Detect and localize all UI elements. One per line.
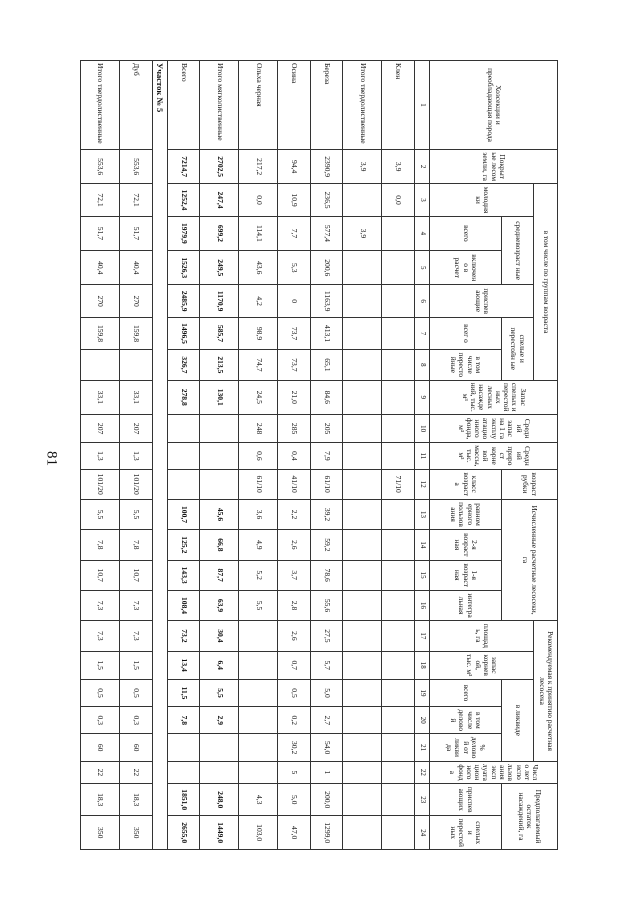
table-cell: 0,7 <box>278 651 311 679</box>
table-cell: 7214,7 <box>167 149 200 183</box>
table-cell: 0,3 <box>120 707 153 734</box>
header-uniform: равномерного пользования <box>430 499 502 529</box>
header-root-stock: запас корневой, тыс. м³ <box>430 651 534 679</box>
header-remaining: Предполагаемый остаток насаждений, га <box>501 784 557 850</box>
table-cell: 73,2 <box>167 621 200 651</box>
header-mature-stock: Запас спелых и перестойных лесных насаждений, тыс. м³ <box>430 380 558 414</box>
table-cell: 1,3 <box>120 443 153 469</box>
row-species-name: Клен <box>382 61 415 150</box>
table-cell: 5,5 <box>120 499 153 529</box>
table-cell: 2,9 <box>200 707 239 734</box>
table-cell: 1496,5 <box>167 317 200 349</box>
header-premature: приспевающие <box>430 285 534 317</box>
header-young: молодняки <box>430 184 534 216</box>
table-cell: 249,5 <box>200 251 239 285</box>
table-cell <box>200 761 239 783</box>
table-cell: 72,1 <box>120 184 153 216</box>
table-cell <box>382 317 415 349</box>
table-cell: 7,9 <box>310 443 343 469</box>
table-cell: 60 <box>81 734 120 761</box>
table-cell <box>343 350 382 380</box>
table-cell: 39,2 <box>310 499 343 529</box>
column-number: 5 <box>414 251 429 285</box>
table-cell <box>343 651 382 679</box>
table-cell: 108,4 <box>167 590 200 620</box>
table-cell: 270 <box>81 285 120 317</box>
column-number: 15 <box>414 560 429 590</box>
table-cell: 205 <box>310 414 343 442</box>
table-cell <box>382 651 415 679</box>
table-cell <box>239 679 278 706</box>
table-cell: 3,9 <box>343 149 382 183</box>
table-cell <box>81 350 120 380</box>
table-cell: 43,6 <box>239 251 278 285</box>
header-liquid-total: всего <box>430 679 502 706</box>
table-cell <box>167 734 200 761</box>
table-row <box>120 61 153 850</box>
table-cell: 1 <box>310 761 343 783</box>
table-cell: 0,0 <box>382 184 415 216</box>
table-cell: 61/10 <box>310 469 343 499</box>
table-cell: 7,8 <box>81 530 120 560</box>
column-number: 7 <box>414 317 429 349</box>
table-cell: 7,8 <box>167 707 200 734</box>
table-cell: 2,6 <box>278 621 311 651</box>
table-cell <box>167 469 200 499</box>
table-cell <box>343 499 382 529</box>
table-row <box>200 61 239 850</box>
table-cell: 63,9 <box>200 590 239 620</box>
table-row <box>278 61 311 850</box>
table-cell: 0,5 <box>81 679 120 706</box>
table-cell: 699,2 <box>200 216 239 250</box>
table-cell: 217,2 <box>239 149 278 183</box>
forest-table <box>80 60 558 850</box>
table-cell: 33,1 <box>120 380 153 414</box>
table-cell: 200,0 <box>310 784 343 816</box>
table-cell: 7,3 <box>81 621 120 651</box>
table-cell: 5,5 <box>239 590 278 620</box>
table-cell: 7,7 <box>278 216 311 250</box>
table-cell: 2,7 <box>310 707 343 734</box>
column-number: 13 <box>414 499 429 529</box>
table-cell: 5,5 <box>200 679 239 706</box>
header-mature-total: всег о <box>430 317 502 349</box>
table-cell: 3,9 <box>343 216 382 250</box>
table-row <box>382 61 415 850</box>
table-cell: 51,7 <box>81 216 120 250</box>
table-cell: 0,2 <box>278 707 311 734</box>
row-species-name: Итого твердолиственные <box>343 61 382 150</box>
table-cell: 1979,9 <box>167 216 200 250</box>
table-cell: 78,6 <box>310 560 343 590</box>
table-cell <box>343 414 382 442</box>
table-cell: 7,8 <box>120 530 153 560</box>
table-cell: 0,4 <box>278 443 311 469</box>
table-cell: 350 <box>81 816 120 850</box>
table-cell: 1449,0 <box>200 816 239 850</box>
table-cell <box>343 285 382 317</box>
table-cell: 4,3 <box>239 784 278 816</box>
table-cell <box>343 317 382 349</box>
table-cell: 10,7 <box>81 560 120 590</box>
table-cell: 0,5 <box>278 679 311 706</box>
table-cell <box>382 499 415 529</box>
column-number: 17 <box>414 621 429 651</box>
table-cell <box>382 816 415 850</box>
table-row <box>81 61 120 850</box>
table-cell <box>120 350 153 380</box>
header-remain-premature: приспевающих <box>430 784 502 816</box>
header-mid-total: всего <box>430 216 502 250</box>
header-age-groups: в том числе по группам возраста <box>534 184 558 380</box>
table-cell: 585,7 <box>200 317 239 349</box>
column-number: 12 <box>414 469 429 499</box>
table-cell: 577,4 <box>310 216 343 250</box>
column-number: 11 <box>414 443 429 469</box>
table-row <box>167 61 200 850</box>
column-number: 18 <box>414 651 429 679</box>
header-mid-included: включено в расчет <box>430 251 502 285</box>
table-cell: 2,2 <box>278 499 311 529</box>
table-cell <box>343 251 382 285</box>
section-label: Участок № 5 <box>152 61 167 850</box>
table-cell <box>200 469 239 499</box>
table-cell: 2,8 <box>278 590 311 620</box>
table-cell: 60 <box>120 734 153 761</box>
table-cell: 0,5 <box>120 679 153 706</box>
header-calculated-cuts: Исчисленные расчетные лесосеки, га <box>501 499 557 620</box>
table-cell <box>343 707 382 734</box>
table-cell: 0,6 <box>239 443 278 469</box>
column-number: 6 <box>414 285 429 317</box>
table-cell <box>382 251 415 285</box>
table-cell: 59,2 <box>310 530 343 560</box>
table-cell <box>239 707 278 734</box>
table-cell: 159,8 <box>120 317 153 349</box>
table-cell: 74,7 <box>239 350 278 380</box>
table-cell <box>382 707 415 734</box>
header-integral: интегральная <box>430 590 502 620</box>
table-cell <box>343 560 382 590</box>
table-cell: 18,3 <box>81 784 120 816</box>
header-liquid-business: в том числе деловой <box>430 707 502 734</box>
table-cell: 24,5 <box>239 380 278 414</box>
column-number: 2 <box>414 149 429 183</box>
column-number: 3 <box>414 184 429 216</box>
column-number: 1 <box>414 61 429 150</box>
table-cell: 7,3 <box>120 621 153 651</box>
table-cell <box>239 734 278 761</box>
table-cell <box>382 530 415 560</box>
table-cell: 0,3 <box>81 707 120 734</box>
table-cell: 6,4 <box>200 651 239 679</box>
table-cell: 61/10 <box>239 469 278 499</box>
table-cell: 45,6 <box>200 499 239 529</box>
table-cell <box>167 443 200 469</box>
table-cell <box>343 530 382 560</box>
table-cell <box>200 734 239 761</box>
column-number: 24 <box>414 816 429 850</box>
table-cell <box>382 216 415 250</box>
table-cell: 94,4 <box>278 149 311 183</box>
table-cell: 236,5 <box>310 184 343 216</box>
row-species-name: Дуб <box>120 61 153 150</box>
header-cutting-age: возраст рубки <box>501 469 557 499</box>
table-cell: 7,3 <box>120 590 153 620</box>
table-cell: 41/10 <box>278 469 311 499</box>
table-cell: 326,7 <box>167 350 200 380</box>
section-row <box>152 61 167 850</box>
table-cell: 1,5 <box>120 651 153 679</box>
column-number: 16 <box>414 590 429 620</box>
table-cell: 2485,9 <box>167 285 200 317</box>
table-cell <box>382 443 415 469</box>
column-number: 14 <box>414 530 429 560</box>
table-cell <box>343 590 382 620</box>
table-cell <box>343 679 382 706</box>
table-cell: 30,2 <box>278 734 311 761</box>
table-cell: 73,7 <box>278 350 311 380</box>
header-middle-aged: средневозраст ные <box>501 216 534 285</box>
table-cell: 40,4 <box>81 251 120 285</box>
table-cell <box>343 816 382 850</box>
table-cell: 248,0 <box>200 784 239 816</box>
table-cell <box>382 679 415 706</box>
table-cell <box>343 761 382 783</box>
table-cell: 159,8 <box>81 317 120 349</box>
header-liquid: в ликвиде <box>501 679 534 761</box>
table-cell: 4,2 <box>239 285 278 317</box>
table-cell <box>167 414 200 442</box>
table-cell: 72,1 <box>81 184 120 216</box>
table-cell <box>343 734 382 761</box>
header-area: площадь, га <box>430 621 534 651</box>
table-cell <box>239 651 278 679</box>
table-cell: 1170,9 <box>200 285 239 317</box>
header-covered-area: Покрытые лесом земли, га <box>430 149 558 183</box>
table-cell: 2,6 <box>278 530 311 560</box>
table-cell <box>382 784 415 816</box>
table-cell: 1299,0 <box>310 816 343 850</box>
table-cell <box>343 469 382 499</box>
column-number: 9 <box>414 380 429 414</box>
table-cell: 10,7 <box>120 560 153 590</box>
table-cell: 101/20 <box>81 469 120 499</box>
page-number: 81 <box>43 451 60 466</box>
table-cell: 3,6 <box>239 499 278 529</box>
table-cell: 553,6 <box>81 149 120 183</box>
table-cell: 270 <box>120 285 153 317</box>
table-cell: 27,5 <box>310 621 343 651</box>
header-avg-stock: Средний запас на 1 га эксплуатационного фонда, м³ <box>430 414 558 442</box>
table-cell <box>382 350 415 380</box>
table-cell: 5,7 <box>310 651 343 679</box>
table-cell <box>343 380 382 414</box>
table-cell: 207 <box>120 414 153 442</box>
header-avg-growth: Средний прирост корневой массы, тыс. м³ <box>430 443 558 469</box>
table-cell: 278,8 <box>167 380 200 414</box>
row-species-name: Итого мягколиственные <box>200 61 239 150</box>
table-cell: 103,0 <box>239 816 278 850</box>
header-remain-mature: спелых и перестойных <box>430 816 502 850</box>
table-cell: 130,1 <box>200 380 239 414</box>
table-cell: 350 <box>120 816 153 850</box>
table-cell <box>382 285 415 317</box>
table-cell <box>343 621 382 651</box>
table-cell: 73,7 <box>278 317 311 349</box>
table-cell: 3,7 <box>278 560 311 590</box>
table-cell: 247,4 <box>200 184 239 216</box>
table-cell: 2390,9 <box>310 149 343 183</box>
table-cell: 4,9 <box>239 530 278 560</box>
table-cell: 13,4 <box>167 651 200 679</box>
table-cell: 1851,0 <box>167 784 200 816</box>
header-mature: спелые и перестойн ые <box>501 317 534 380</box>
header-years-of-use: Число лет использования эксплуатационного фонда <box>430 761 558 783</box>
table-cell: 1,5 <box>81 651 120 679</box>
table-cell: 33,1 <box>81 380 120 414</box>
table-cell: 101/20 <box>120 469 153 499</box>
table-cell: 213,5 <box>200 350 239 380</box>
table-cell: 413,1 <box>310 317 343 349</box>
table-cell: 22 <box>120 761 153 783</box>
table-cell: 5,5 <box>81 499 120 529</box>
table-cell: 553,6 <box>120 149 153 183</box>
table-cell: 125,2 <box>167 530 200 560</box>
table-cell <box>200 443 239 469</box>
table-row <box>343 61 382 850</box>
table-cell: 5,2 <box>239 560 278 590</box>
table-cell: 1526,3 <box>167 251 200 285</box>
table-cell: 2655,0 <box>167 816 200 850</box>
table-cell: 18,3 <box>120 784 153 816</box>
table-cell: 1252,4 <box>167 184 200 216</box>
table-cell: 5,0 <box>278 784 311 816</box>
table-cell: 87,7 <box>200 560 239 590</box>
column-number: 21 <box>414 734 429 761</box>
table-cell <box>382 380 415 414</box>
column-number: 22 <box>414 761 429 783</box>
column-number: 10 <box>414 414 429 442</box>
table-cell: 54,0 <box>310 734 343 761</box>
table-cell: 22 <box>81 761 120 783</box>
header-overmature: в том числе перестойные <box>430 350 502 380</box>
table-cell: 65,1 <box>310 350 343 380</box>
table-cell: 207 <box>81 414 120 442</box>
table-cell: 2702,5 <box>200 149 239 183</box>
table-cell: 200,6 <box>310 251 343 285</box>
table-cell: 3,9 <box>382 149 415 183</box>
table-cell <box>382 734 415 761</box>
column-number: 8 <box>414 350 429 380</box>
table-cell <box>382 621 415 651</box>
row-species-name: Всего <box>167 61 200 150</box>
table-cell <box>239 621 278 651</box>
header-first-age: 1-я возрастная <box>430 560 502 590</box>
table-cell: 285 <box>278 414 311 442</box>
row-species-name: Ольха черная <box>239 61 278 150</box>
table-cell <box>343 443 382 469</box>
table-cell: 1163,9 <box>310 285 343 317</box>
table-cell <box>343 784 382 816</box>
column-number: 20 <box>414 707 429 734</box>
table-cell: 7,3 <box>81 590 120 620</box>
table-cell <box>167 761 200 783</box>
table-cell: 30,4 <box>200 621 239 651</box>
table-cell <box>239 761 278 783</box>
table-cell <box>200 414 239 442</box>
table-cell <box>382 414 415 442</box>
table-cell: 100,7 <box>167 499 200 529</box>
row-species-name: Итого твердолиственные <box>81 61 120 150</box>
table-cell <box>382 590 415 620</box>
rotated-table-block <box>80 60 558 850</box>
table-cell: 0,0 <box>239 184 278 216</box>
table-cell <box>382 761 415 783</box>
table-cell: 11,5 <box>167 679 200 706</box>
table-cell: 40,4 <box>120 251 153 285</box>
table-cell: 5 <box>278 761 311 783</box>
table-cell: 5,0 <box>310 679 343 706</box>
table-cell: 0 <box>278 285 311 317</box>
column-number: 19 <box>414 679 429 706</box>
table-cell: 143,3 <box>167 560 200 590</box>
header-age-class: класс возраста <box>430 469 502 499</box>
table-cell: 55,6 <box>310 590 343 620</box>
column-number: 23 <box>414 784 429 816</box>
table-cell: 114,1 <box>239 216 278 250</box>
table-cell: 10,9 <box>278 184 311 216</box>
table-cell: 98,9 <box>239 317 278 349</box>
row-species-name: Осина <box>278 61 311 150</box>
table-cell: 1,3 <box>81 443 120 469</box>
table-cell <box>382 560 415 590</box>
table-cell <box>343 184 382 216</box>
table-row <box>239 61 278 850</box>
header-recommended-cut: Рекомендуемая к принятию расчетная лесосека <box>534 621 558 762</box>
table-cell: 21,0 <box>278 380 311 414</box>
table-cell: 248 <box>239 414 278 442</box>
table-cell: 71/10 <box>382 469 415 499</box>
table-cell: 84,6 <box>310 380 343 414</box>
table-cell: 66,8 <box>200 530 239 560</box>
header-second-age: 2-я возрастная <box>430 530 502 560</box>
header-business-percent: % деловой от ликвида <box>430 734 502 761</box>
table-cell: 51,7 <box>120 216 153 250</box>
table-cell: 47,0 <box>278 816 311 850</box>
table-cell: 5,3 <box>278 251 311 285</box>
header-species: Хозсекции и преобладающая порода <box>430 61 558 150</box>
row-species-name: Береза <box>310 61 343 150</box>
column-number: 4 <box>414 216 429 250</box>
table-row <box>310 61 343 850</box>
